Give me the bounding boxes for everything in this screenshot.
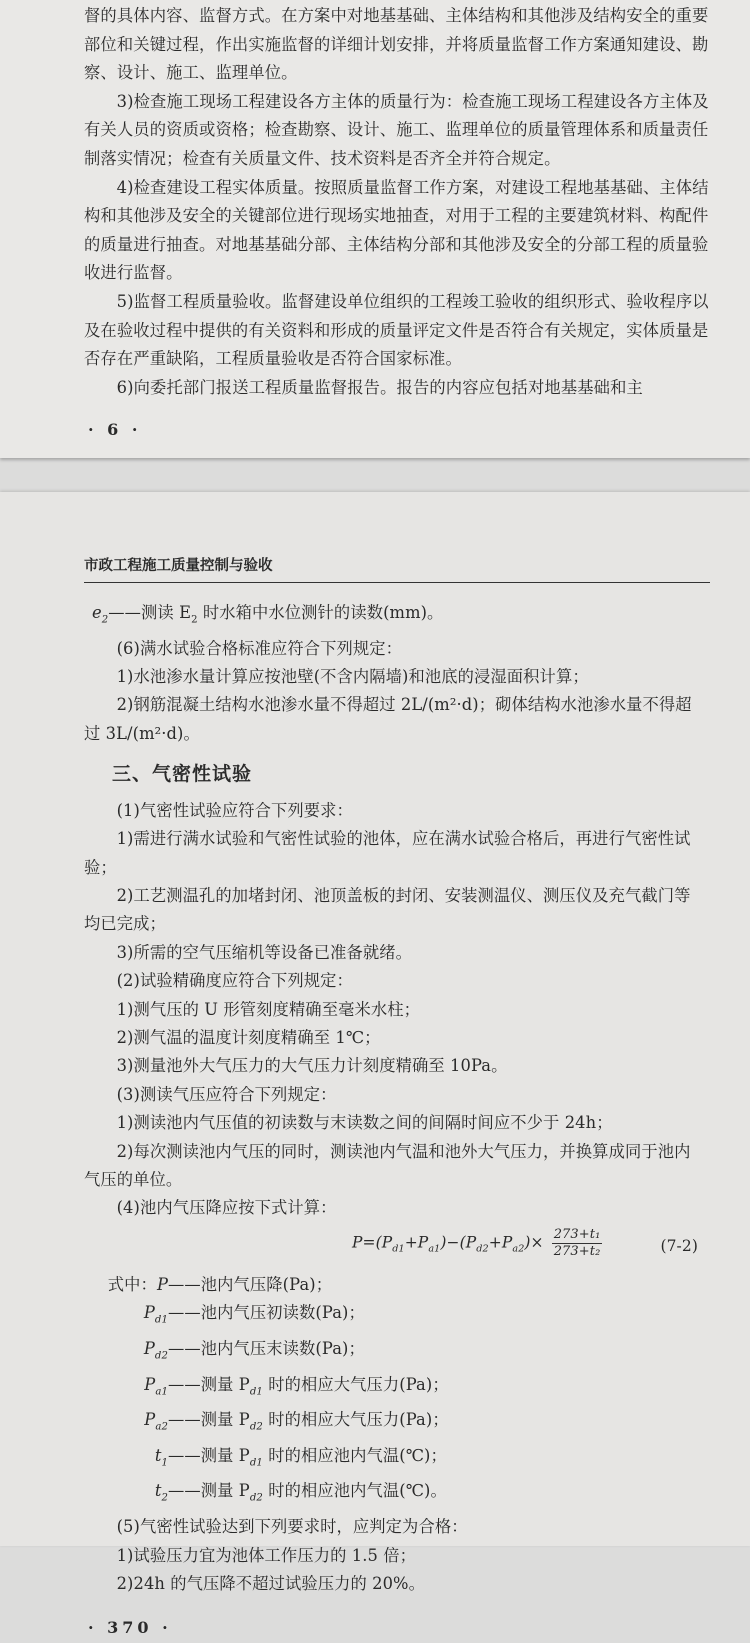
page-number: · 370 · bbox=[88, 1618, 172, 1638]
paragraph-5: 5)监督工程质量验收。监督建设单位组织的工程竣工验收的组织形式、验收程序以及在验收过程中提供的有关资料和形成的质量评定文件是否符合有关规定，实体质量是否存在严重缺陷，工程质量验收是否符合国家标准。 bbox=[84, 291, 709, 369]
section-heading: 三、气密性试验 bbox=[112, 763, 253, 786]
definition-symbol: $t_2$ bbox=[154, 1481, 168, 1504]
definition-row bbox=[84, 1406, 702, 1442]
definition-row bbox=[84, 1442, 702, 1478]
text-line: 1)测读池内气压值的初读数与末读数之间的间隔时间应不少于 24h； bbox=[116, 1113, 613, 1133]
definition-symbol: $t_1$ bbox=[154, 1445, 168, 1469]
paragraph-continued: 督的具体内容、监督方式。在方案中对地基基础、主体结构和其他涉及结构安全的重要部位和关键过程，作出实施监督的详细计划安排，并将质量监督工作方案通知建设、勘察、设计、施工、监理单位。 bbox=[84, 6, 709, 83]
text-line: (6)满水试验合格标准应符合下列规定： bbox=[116, 638, 403, 658]
text-line: 3)测量池外大气压力的大气压力计刻度精确至 10Pa。 bbox=[116, 1056, 508, 1076]
definition-symbol: $P_{d2}$ bbox=[143, 1338, 168, 1362]
text-line: (5)气密性试验达到下列要求时，应判定为合格： bbox=[116, 1517, 468, 1537]
top-book-page bbox=[0, 0, 750, 458]
formula-fraction: $\frac{\text{273+t₁}}{\text{273+t₂}}$ bbox=[553, 1227, 601, 1260]
definition-row bbox=[84, 1299, 702, 1335]
text-line: 1)需进行满水试验和气密性试验的池体，应在满水试验合格后，再进行气密性试验； bbox=[84, 829, 691, 877]
bottom-book-page bbox=[0, 492, 750, 1638]
definition-text: ——测量 $P_{d2}$ 时的相应池内气温(℃)。 bbox=[168, 1481, 447, 1504]
symbol-definitions bbox=[84, 1271, 702, 1513]
text-line: (3)测读气压应符合下列规定： bbox=[116, 1084, 337, 1104]
definition-text: ——测量 $P_{d1}$ 时的相应大气压力(Pa)； bbox=[168, 1374, 449, 1397]
text-line: 1)水池渗水量计算应按池壁(不含内隔墙)和池底的浸湿面积计算； bbox=[116, 667, 589, 687]
definition-row bbox=[84, 1371, 702, 1407]
text-line: 2)工艺测温孔的加堵封闭、池顶盖板的封闭、安装测温仪、测压仪及充气截门等均已完成； bbox=[84, 885, 691, 934]
e2-definition: $e_2——$测读 $E_2$ 时水箱中水位测针的读数(mm)。 bbox=[92, 603, 444, 626]
paragraph-3: 3)检查施工现场工程建设各方主体的质量行为：检查施工现场工程建设各方主体及有关人员的资质或资格；检查勘察、设计、施工、监理单位的质量管理体系和质量责任制落实情况；检查有关质量文件、技术资料是否齐全并符合规定。 bbox=[84, 91, 709, 168]
text-line: 1)测气压的 U 形管刻度精确至毫米水柱； bbox=[116, 999, 420, 1019]
text-line: (1)气密性试验应符合下列要求： bbox=[116, 800, 353, 820]
text-line: 3)所需的空气压缩机等设备已准备就绪。 bbox=[116, 942, 412, 962]
equation-number: (7-2) bbox=[660, 1236, 698, 1255]
definition-text: ——池内气压末读数(Pa)； bbox=[168, 1338, 365, 1358]
page-number: · 6 · bbox=[88, 420, 142, 440]
formula-expression: $P=(P_{d1}+P_{a1})-(P_{d2}+P_{a2})\times$ $\frac{\text{273+t₁}}{\text{273+t₂}}$ bbox=[351, 1227, 601, 1260]
text-line: 2)钢筋混凝土结构水池渗水量不得超过 2L/(m²·d)；砌体结构水池渗水量不得超过 3L/(m²·d)。 bbox=[84, 695, 692, 743]
definition-symbol: $P_{a2}$ bbox=[144, 1410, 168, 1433]
text-line: (4)池内气压降应按下式计算： bbox=[116, 1198, 337, 1218]
definition-row bbox=[84, 1477, 702, 1513]
definition-text: ——测量 $P_{d1}$ 时的相应池内气温(℃)； bbox=[168, 1445, 447, 1469]
definition-text: ——池内气压降(Pa)； bbox=[168, 1274, 333, 1294]
definition-text: ——测量 $P_{d2}$ 时的相应大气压力(Pa)； bbox=[168, 1410, 449, 1433]
definition-row bbox=[84, 1335, 702, 1371]
paragraph-6: 6)向委托部门报送工程质量监督报告。报告的内容应包括对地基基础和主 bbox=[116, 377, 643, 397]
text-line: 1)试验压力宜为池体工作压力的 1.5 倍； bbox=[116, 1545, 416, 1565]
text-line: (2)试验精确度应符合下列规定： bbox=[116, 971, 353, 991]
text-line: 2)测气温的温度计刻度精确至 1℃； bbox=[116, 1027, 381, 1047]
definition-symbol: $P_{a1}$ bbox=[144, 1374, 168, 1397]
page-body bbox=[84, 599, 702, 1643]
running-head: 市政工程施工质量控制与验收 bbox=[84, 554, 710, 583]
pressure-drop-formula bbox=[84, 1225, 702, 1267]
definition-text: ——池内气压初读数(Pa)； bbox=[168, 1303, 365, 1323]
definition-row bbox=[84, 1271, 702, 1299]
paragraph-4: 4)检查建设工程实体质量。按照质量监督工作方案，对建设工程地基基础、主体结构和其他涉及安全的关键部位进行现场实地抽查，对用于工程的主要建筑材料、构配件的质量进行抽查。对地基基础分部、主体结构分部和其他涉及安全的分部工程的质量验收进行监督。 bbox=[84, 177, 709, 283]
text-line: 2)每次测读池内气压的同时，测读池内气温和池外大气压力，并换算成同于池内气压的单位。 bbox=[84, 1141, 691, 1189]
definition-symbol: 式中：P bbox=[107, 1274, 168, 1294]
definition-symbol: $P_{d1}$ bbox=[143, 1303, 168, 1326]
text-line: 2)24h 的气压降不超过试验压力的 20%。 bbox=[116, 1573, 426, 1593]
